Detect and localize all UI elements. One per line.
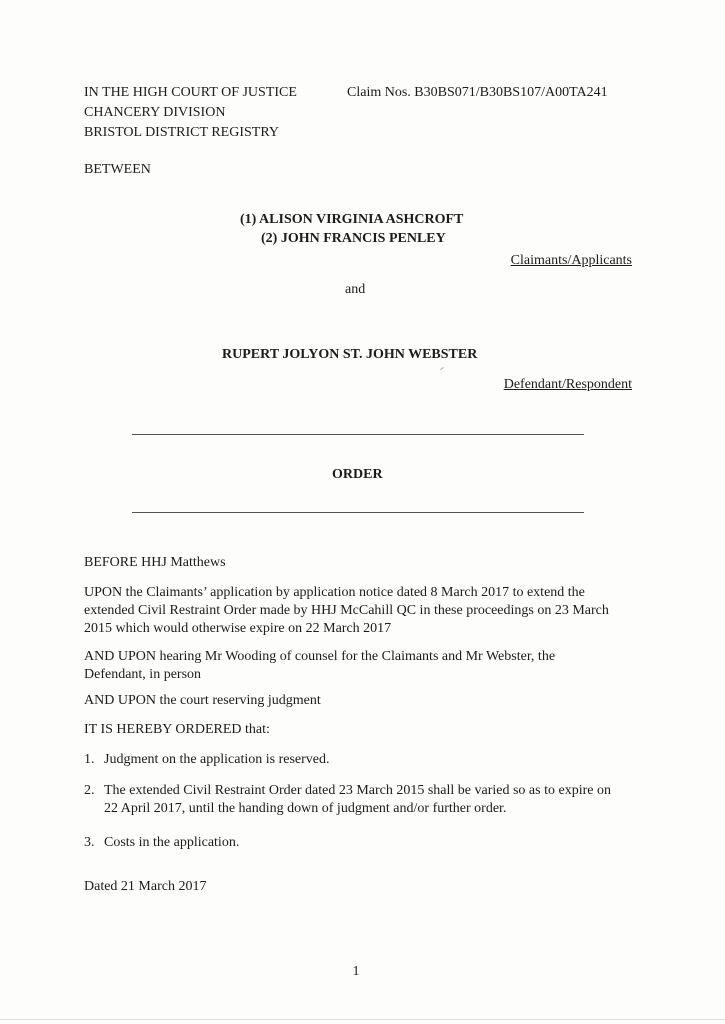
claimant-1: (1) ALISON VIRGINIA ASHCROFT xyxy=(240,212,464,227)
page-number: 1 xyxy=(352,964,360,979)
recital-application: UPON the Claimants’ application by application notice dated 8 March 2017 to extend the extended Civil Restraint Order made by HHJ McCahill QC in these proceedings on 23 March 2015 which would otherwise expire on 22 March 2017 xyxy=(84,585,609,636)
order-item-text: Costs in the application. xyxy=(104,835,240,850)
claimants-role: Claimants/Applicants xyxy=(510,253,632,268)
ordered-heading: IT IS HEREBY ORDERED that: xyxy=(84,722,270,737)
dated-line: Dated 21 March 2017 xyxy=(84,879,207,894)
order-item-text: Judgment on the application is reserved. xyxy=(104,752,330,767)
claimant-2: (2) JOHN FRANCIS PENLEY xyxy=(261,231,446,246)
order-item-number: 1. xyxy=(84,752,95,767)
claim-numbers: Claim Nos. B30BS071/B30BS107/A00TA241 xyxy=(347,85,608,100)
order-item-number: 2. xyxy=(84,783,95,798)
recital-hearing: AND UPON hearing Mr Wooding of counsel for the Claimants and Mr Webster, the Defendant, in person xyxy=(84,649,556,682)
and-separator: and xyxy=(345,282,366,297)
court-division: CHANCERY DIVISION xyxy=(84,105,226,120)
scan-bottom-edge xyxy=(0,1019,725,1020)
between-label: BETWEEN xyxy=(84,162,151,177)
defendant-role: Defendant/Respondent xyxy=(503,377,632,392)
divider-top xyxy=(132,434,584,435)
divider-bottom xyxy=(132,512,584,513)
court-registry: BRISTOL DISTRICT REGISTRY xyxy=(84,125,279,140)
order-title: ORDER xyxy=(332,467,383,482)
order-item-text: The extended Civil Restraint Order dated 23 March 2015 shall be varied so as to expire on 22 April 2017, until the handing down of judgment and/or further order. xyxy=(104,783,611,816)
scan-speck xyxy=(440,367,444,370)
court-name: IN THE HIGH COURT OF JUSTICE xyxy=(84,85,297,100)
order-item-number: 3. xyxy=(84,835,95,850)
defendant-name: RUPERT JOLYON ST. JOHN WEBSTER xyxy=(222,347,478,362)
recital-reserving: AND UPON the court reserving judgment xyxy=(84,693,321,708)
before-judge: BEFORE HHJ Matthews xyxy=(84,555,226,570)
